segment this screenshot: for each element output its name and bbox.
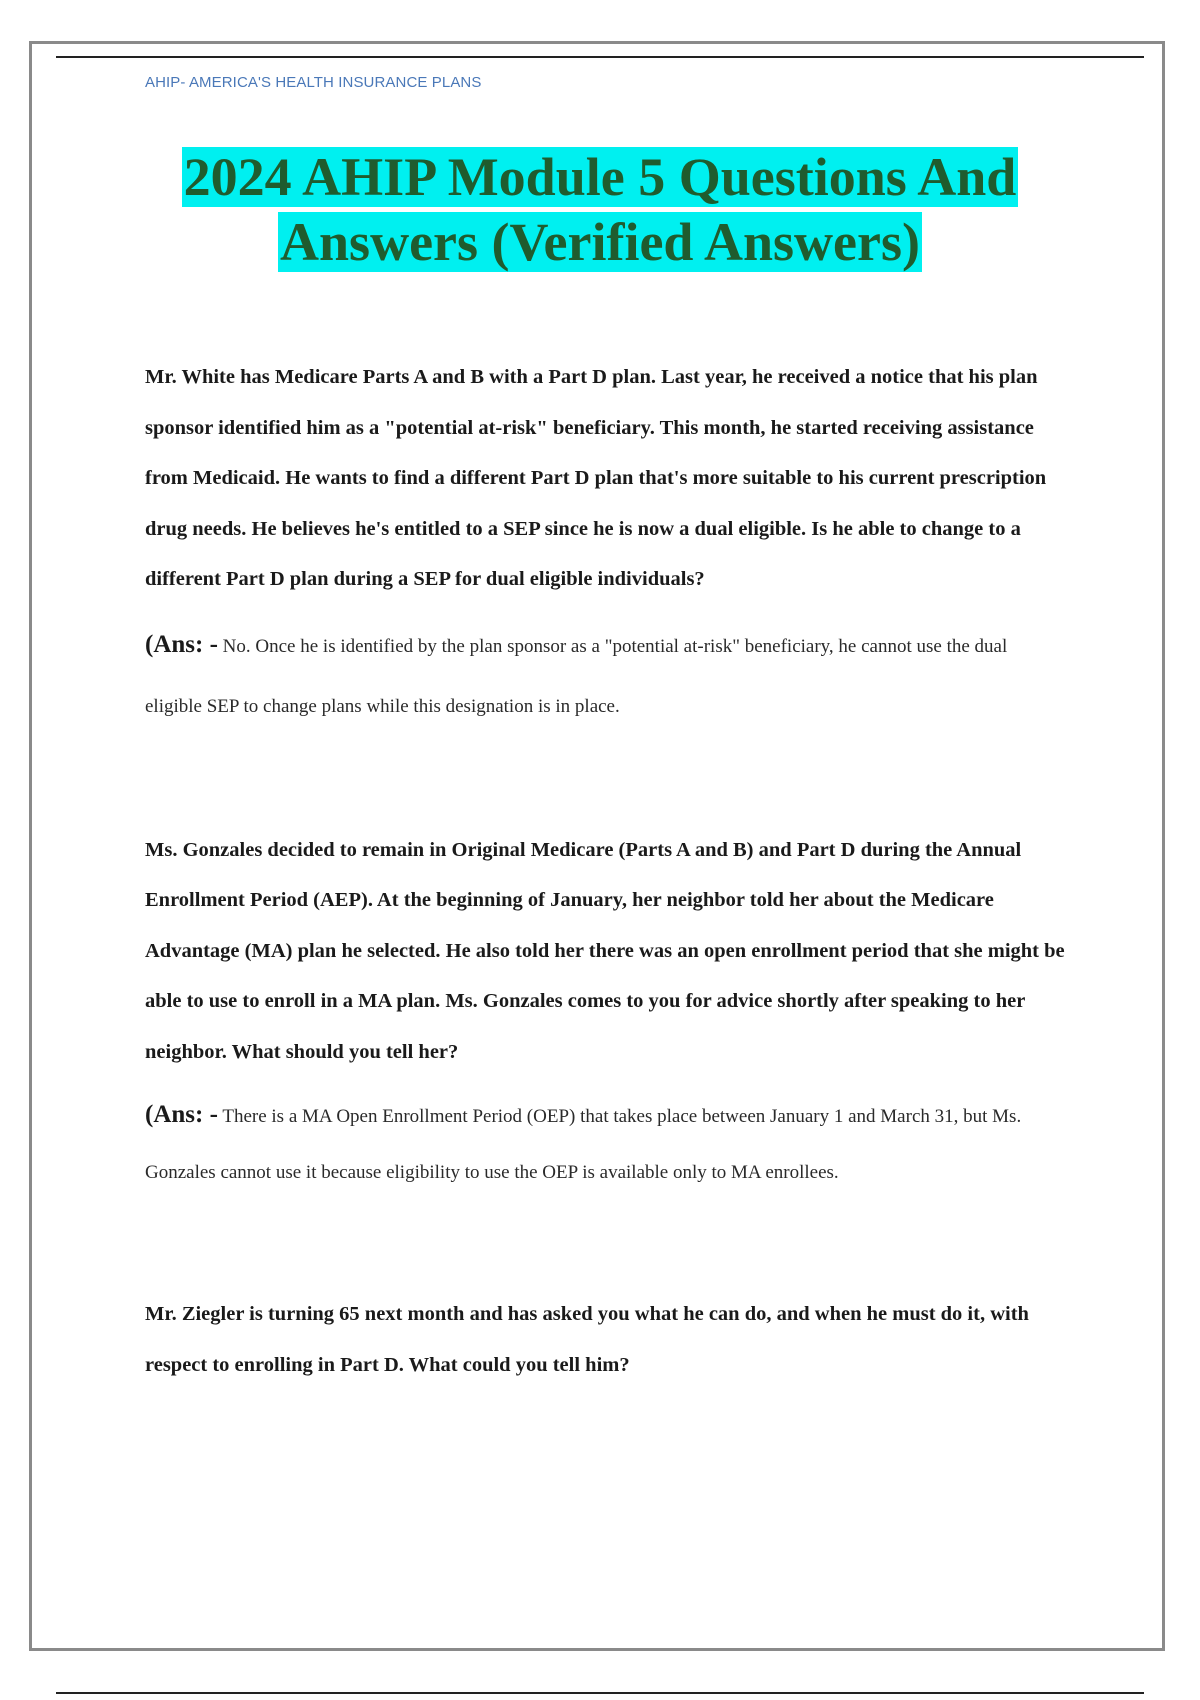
answer-text-1: No. Once he is identified by the plan sponsor as a "potential at-risk" beneficiary, he cannot use the dual eligible SEP to change plans while this designation is in place.: [145, 635, 1008, 717]
bottom-rule: [56, 1692, 1144, 1694]
question-1: Mr. White has Medicare Parts A and B with a Part D plan. Last year, he received a notice that his plan sponsor identified him as a "potential at-risk" beneficiary. This month, he started receiving assistance from Medicaid. He wants to find a different Part D plan that's more suitable to his current prescription drug needs. He believes he's entitled to a SEP since he is now a dual eligible. Is he able to change to a different Part D plan during a SEP for dual eligible individuals?: [145, 366, 1047, 590]
header-organization: AHIP- AMERICA'S HEALTH INSURANCE PLANS: [145, 74, 482, 91]
top-rule: [56, 56, 1144, 58]
answer-label-1: (Ans: -: [145, 630, 218, 658]
qa-content: [145, 352, 1065, 1390]
answer-text-2: There is a MA Open Enrollment Period (OEP) that takes place between January 1 and March 31, but Ms. Gonzales cannot use it because eligibility to use the OEP is available only to MA enrollees.: [145, 1106, 1022, 1183]
question-2: Ms. Gonzales decided to remain in Original Medicare (Parts A and B) and Part D during the Annual Enrollment Period (AEP). At the beginning of January, her neighbor told her about the Medicare Advantage (MA) plan he selected. He also told her there was an open enrollment period that she might be able to use to enroll in a MA plan. Ms. Gonzales comes to you for advice shortly after speaking to her neighbor. What should you tell her?: [145, 838, 1065, 1063]
answer-2: [145, 1087, 1065, 1201]
title-line-1: 2024 AHIP Module 5 Questions And: [183, 147, 1017, 207]
title-line-2: Answers (Verified Answers): [280, 212, 920, 272]
page-title: [100, 145, 1100, 275]
answer-1: [145, 615, 1065, 737]
question-3: Mr. Ziegler is turning 65 next month and has asked you what he can do, and when he must do it, with respect to enrolling in Part D. What could you tell him?: [145, 1303, 1029, 1376]
answer-label-2: (Ans: -: [145, 1101, 218, 1128]
